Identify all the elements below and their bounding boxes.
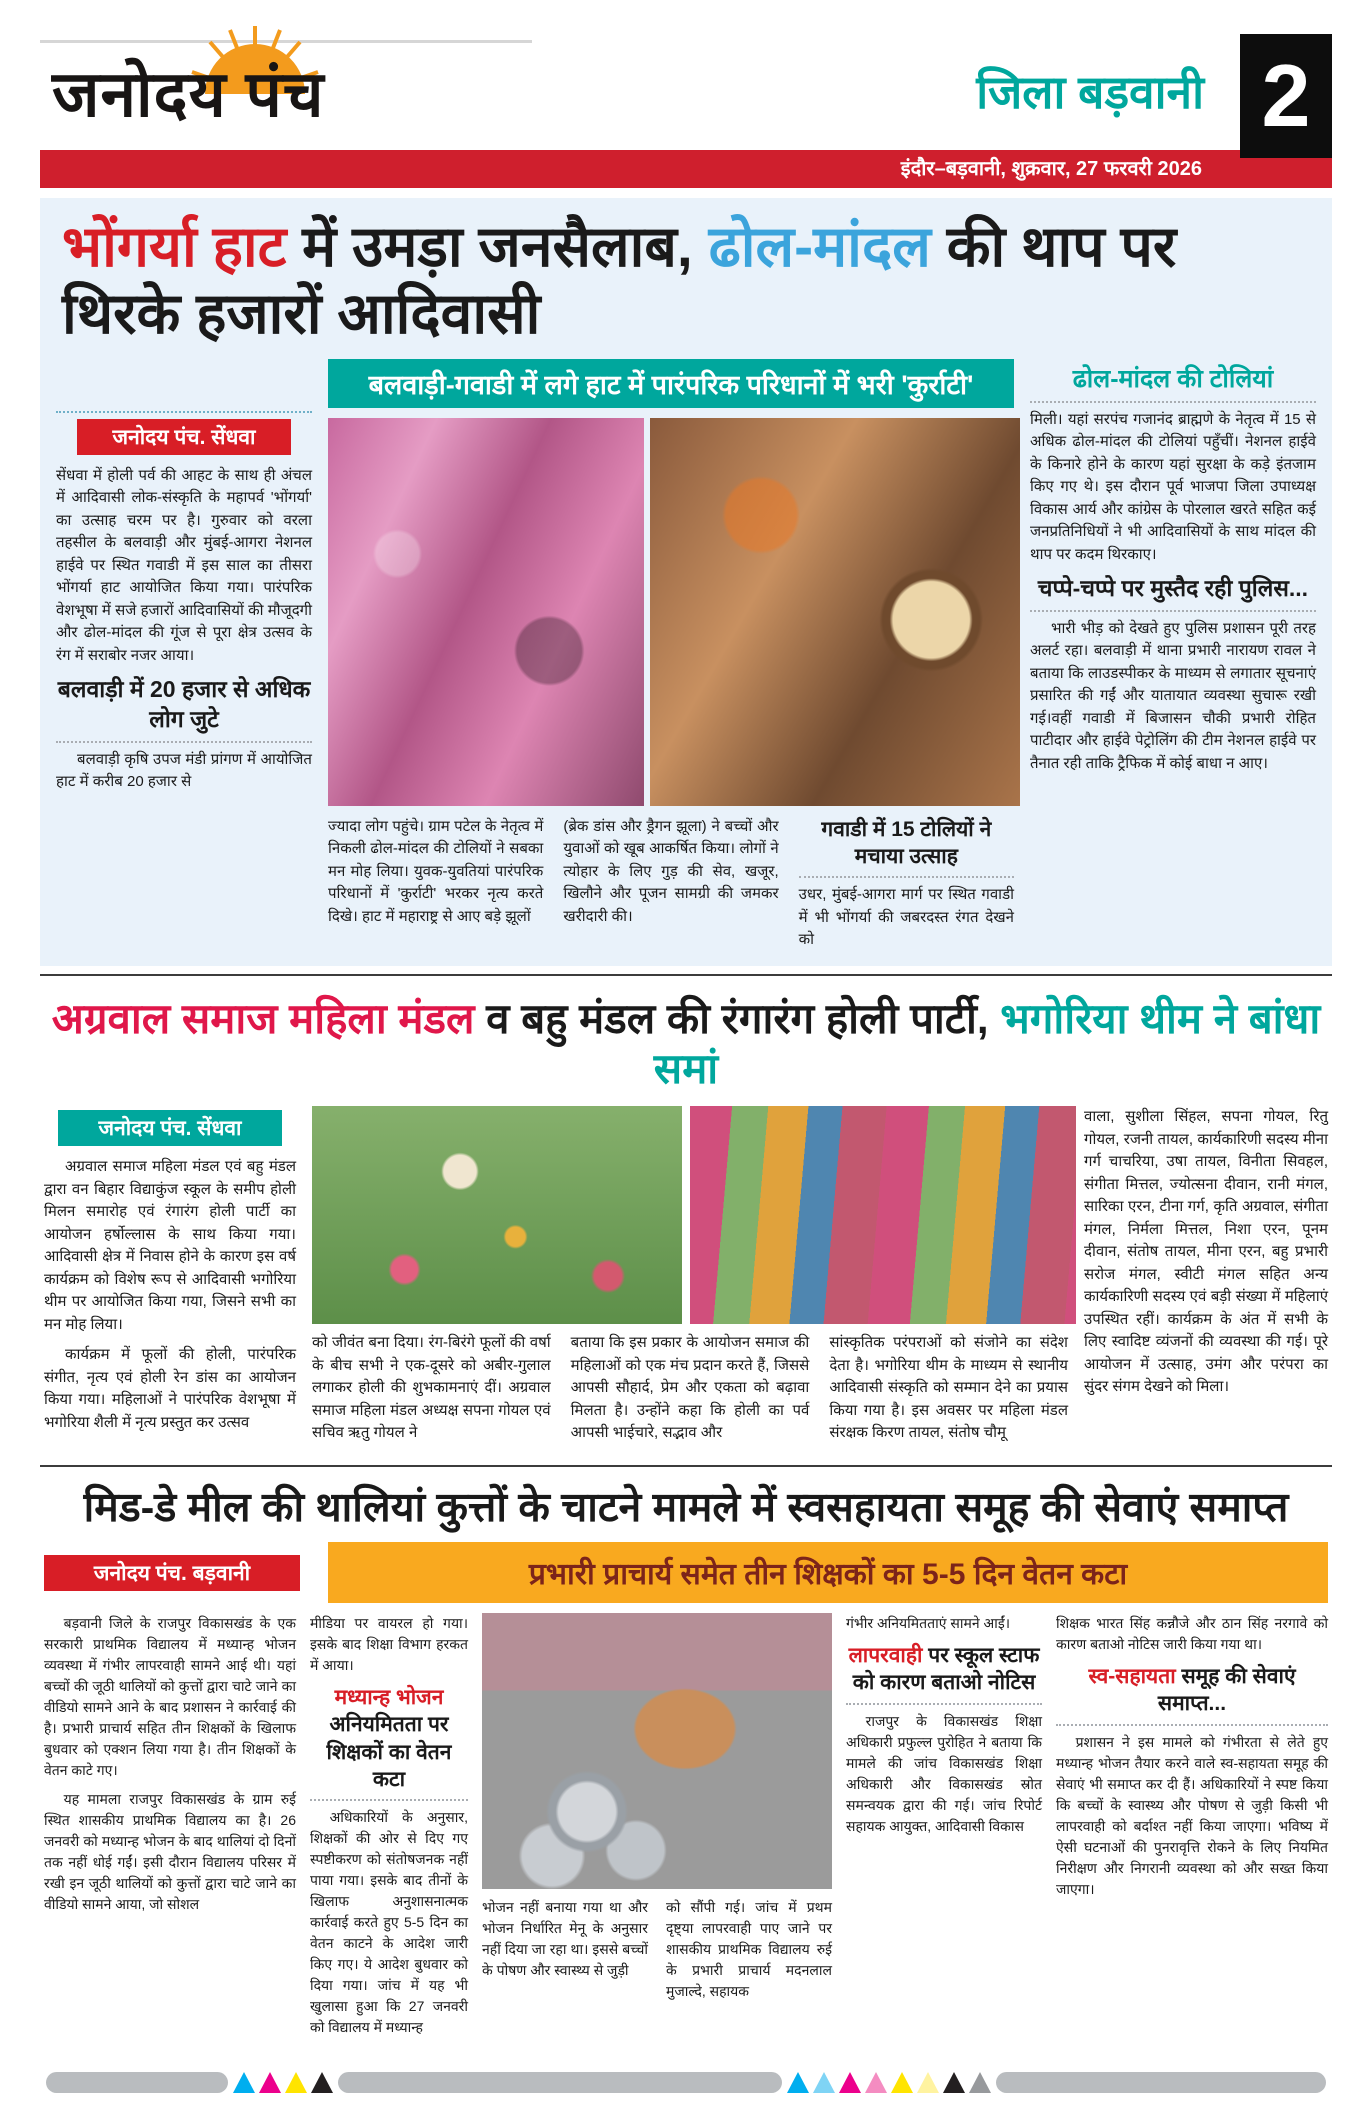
magenta-triangle-icon	[259, 2072, 281, 2093]
story1-right-para2: भारी भीड़ को देखते हुए पुलिस प्रशासन पूरी तरह अलर्ट रहा। बलवाड़ी में थाना प्रभारी नारायण रावल ने बताया कि लाउडस्पीकर के माध्यम से लगातार सूचनाएं प्रसारित की गईं और यातायात व्यवस्था सुचारू रखी गई।वहीं गवाडी में बिजासन चौकी प्रभारी रोहित पाटीदार और हाईवे पेट्रोलिंग की टीम नेशनल हाईवे पर तैनात रही ताकि ट्रैफिक में कोई बाधा न आए।	[1030, 619, 1316, 772]
yellow-triangle-icon	[891, 2072, 913, 2093]
story3-col5-intro: शिक्षक भारत सिंह कन्नौजे और ठान सिंह नरगावे को कारण बताओ नोटिस जारी किया गया था।	[1056, 1615, 1328, 1653]
light-yellow-triangle-icon	[917, 2072, 939, 2093]
registration-bar	[996, 2072, 1326, 2093]
story1-left-subhead: बलवाड़ी में 20 हजार से अधिक लोग जुटे	[57, 676, 311, 732]
story3-photo-column	[482, 1613, 832, 2046]
story2-center-column	[312, 1106, 1068, 1453]
story2-col5-names: वाला, सुशीला सिंहल, सपना गोयल, रितु गोयल, रजनी तायल, कार्यकारिणी सदस्य मीना गर्ग चाचरिया, उषा तायल, विनीता सिवहल, संगीता मित्तल, ज्योत्सना दीवान, रानी मंगल, सारिका एरन, टीना गर्ग, कृति अग्रवाल, संगीता मंगल, निर्मला मित्तल, निशा एरन, पूनम दीवान, संतोष तायल, मीना एरन, बहु प्रभारी सरोज मंगल, स्वीटी मंगल सहित अन्य कार्यकारिणी सदस्य एवं बड़ी संख्या में महिलाएं उपस्थित रहीं। कार्यक्रम के अंत में सभी के लिए स्वादिष्ट व्यंजनों की व्यवस्था की गई। पूरे आयोजन में उत्साह, उमंग और परंपरा का सुंदर संगम देखने को मिला।	[1084, 1108, 1328, 1396]
divider-dotted	[1030, 401, 1316, 403]
story3-subheadline-band: प्रभारी प्राचार्य समेत तीन शिक्षकों का 5-5 दिन वेतन कटा	[328, 1542, 1328, 1603]
story3-col5-para: प्रशासन ने इस मामले को गंभीरता से लेते हुए मध्यान्ह भोजन तैयार करने वाले स्व-सहायता समूह की सेवाएं भी समाप्त कर दी हैं। अधिकारियों ने स्पष्ट किया कि बच्चों के स्वास्थ्य और पोषण से जुड़ी किसी भी लापरवाही को बर्दाश्त नहीं किया जाएगा। भविष्य में ऐसी घटनाओं की पुनरावृत्ति रोकने के लिए नियमित निरीक्षण और निगरानी व्यवस्था को और सख्त किया जाएगा।	[1056, 1733, 1328, 1897]
registration-bar	[338, 2072, 782, 2093]
gray-triangle-icon	[969, 2072, 991, 2093]
story3-headline: मिड-डे मील की थालियां कुत्तों के चाटने मामले में स्वसहायता समूह की सेवाएं समाप्त	[83, 1483, 1289, 1530]
yellow-triangle-icon	[285, 2072, 307, 2093]
gavadi-text: उधर, मुंबई-आगरा मार्ग पर स्थित गवाडी में भी भोंगर्या की जबरदस्त रंगत देखने को	[798, 886, 1014, 949]
headline-part-black2: की थाप पर थिरके हजारों आदिवासी	[62, 215, 1177, 347]
headline-part-blue: ढोल-मांदल	[708, 215, 931, 279]
headline-part-black1: में उमड़ा जनसैलाब,	[286, 215, 709, 279]
gavadi-subhead: गवाडी में 15 टोलियों ने मचाया उत्साह	[821, 817, 992, 868]
story3-col5	[1056, 1613, 1328, 2046]
subhead-part-red: लापरवाही	[848, 1644, 923, 1668]
photo-crowd-with-dhol-mandal-drum	[650, 418, 1020, 806]
story1-center-column	[328, 359, 1014, 960]
dateline: इंदौर–बड़वानी, शुक्रवार, 27 फरवरी 2026	[40, 150, 1332, 188]
story1-subheadline-band: बलवाड़ी-गवाडी में लगे हाट में पारंपरिक परिधानों में भरी 'कुर्राटी'	[328, 359, 1014, 408]
story2-col2: को जीवंत बना दिया। रंग-बिरंगे फूलों की वर्षा के बीच सभी ने एक-दूसरे को अबीर-गुलाल लगाकर होली की शुभकामनाएं दीं। अग्रवाल समाज महिला मंडल अध्यक्ष सपना गोयल एवं सचिव ऋतु गोयल ने	[312, 1334, 551, 1442]
newspaper-title: जनोदय पंच	[52, 58, 325, 130]
story3-col5-subhead	[1056, 1663, 1328, 1718]
story1-left-para1: सेंधवा में होली पर्व की आहट के साथ ही अंचल में आदिवासी लोक-संस्कृति के महापर्व 'भोंगर्या' का उत्साह चरम पर है। गुरुवार को वरला तहसील के बलवाड़ी और मुंबई-आगरा नेशनल हाईवे पर स्थित गवाडी में इस साल का तीसरा भोंगर्या हाट आयोजित किया गया। पारंपरिक वेशभूषा में सजे हजारों आदिवासियों की मौजूदगी और ढोल-मांदल की गूंज से पूरा क्षेत्र उत्सव के रंग में सराबोर नजर आया।	[56, 466, 312, 664]
story1-left-column	[56, 359, 312, 960]
divider-dotted	[846, 1703, 1042, 1705]
photo-women-in-colorful-saris	[690, 1106, 1076, 1324]
headline-part-red: भोंगर्या हाट	[62, 215, 287, 279]
police-subhead: चप्पे-चप्पे पर मुस्तैद रही पुलिस...	[1037, 575, 1309, 601]
headline-part-teal: भगोरिया थीम ने बांधा समां	[653, 994, 1321, 1092]
cmyk-triangles	[233, 2072, 333, 2093]
subhead-part-black: पर स्कूल स्टाफ को कारण बताओ नोटिस	[852, 1644, 1040, 1695]
story1-caption-col3	[799, 816, 1014, 960]
story3-col1-para2: यह मामला राजपुर विकासखंड के ग्राम रुई स्थित शासकीय प्राथमिक विद्यालय का है। 26 जनवरी को मध्यान्ह भोजन के बाद थालियां दो दिनों तक नहीं धोई गईं। इसी दौरान विद्यालय परिसर में रखी इन जूठी थालियों को कुत्तों द्वारा चाटे जाने का वीडियो सामने आया, जो सोशल	[44, 1791, 296, 1913]
pink-triangle-icon	[865, 2072, 887, 2093]
headline-part-black: व बहु मंडल की रंगारंग होली पार्टी,	[474, 994, 1001, 1042]
story3-col4-intro: गंभीर अनियमितताएं सामने आईं।	[846, 1615, 1011, 1632]
divider-dotted	[799, 876, 1014, 878]
divider-dotted	[56, 741, 312, 743]
story1-left-para2: बलवाड़ी कृषि उपज मंडी प्रांगण में आयोजित हाट में करीब 20 हजार से	[56, 750, 312, 791]
district-label: जिला बड़वानी	[976, 66, 1204, 118]
masthead	[40, 22, 1332, 150]
story3-col1	[44, 1613, 296, 2046]
story3-col1-para1: बड़वानी जिले के राजपुर विकासखंड के एक सरकारी प्राथमिक विद्यालय में मध्यान्ह भोजन व्यवस्था में गंभीर लापरवाही सामने आई थी। यहां बच्चों की जूठी थालियों को कुत्तों द्वारा चाटे जाने का वीडियो सामने आने के बाद प्रशासन ने कार्रवाई की है। प्रभारी प्राचार्य सहित तीन शिक्षकों के खिलाफ बुधवार को एक्शन लिया गया है। तीन शिक्षकों के वेतन काटे गए।	[44, 1615, 296, 1779]
story3-col4-para: राजपुर के विकासखंड शिक्षा अधिकारी प्रफुल्ल पुरोहित ने बताया कि मामले की जांच विकासखंड शिक्षा अधिकारी और विकासखंड स्रोत समन्वयक द्वारा की गई। जांच रिपोर्ट सहायक आयुक्त, आदिवासी विकास	[846, 1712, 1042, 1834]
story-mid-day-meal	[40, 1475, 1332, 2046]
story-separator	[40, 1465, 1332, 1467]
story3-under-photo-right: को सौंपी गई। जांच में प्रथम दृष्ट्या लापरवाही पाए जाने पर शासकीय प्राथमिक विद्यालय रुई के प्रभारी प्राचार्य मदनलाल मुजाल्दे, सहायक	[666, 1899, 832, 2000]
subhead-part-red: स्व-सहायता	[1088, 1665, 1176, 1689]
story1-caption-col1: ज्यादा लोग पहुंचे। ग्राम पटेल के नेतृत्व में निकली ढोल-मांदल की टोलियों ने सबका मन मोह लिया। युवक-युवतियां पारंपरिक परिधानों में 'कुर्राटी' भरकर नृत्य करते दिखे। हाट में महाराष्ट्र से आए बड़े झूलों	[328, 817, 544, 925]
story1-headline	[56, 212, 1316, 359]
story2-col1-para2: कार्यक्रम में फूलों की होली, पारंपरिक संगीत, नृत्य एवं होली रेन डांस का आयोजन किया गया। महिलाओं ने पारंपरिक वेशभूषा में भगोरिया शैली में नृत्य प्रस्तुत कर उत्सव	[44, 1346, 296, 1431]
story-bhongrya-haat	[40, 198, 1332, 966]
black-triangle-icon	[311, 2072, 333, 2093]
story2-col3: बताया कि इस प्रकार के आयोजन समाज की महिलाओं को एक मंच प्रदान करते हैं, जिससे आपसी सौहार्द, प्रेम और एकता को बढ़ावा मिलता है। उन्होंने कहा कि होली का पर्व आपसी भाईचारे, सद्भाव और	[570, 1334, 810, 1442]
divider-dotted	[1030, 610, 1316, 612]
byline-badge: जनोदय पंच. सेंधवा	[58, 1110, 282, 1146]
divider-dotted	[310, 1799, 468, 1801]
cyan-triangle-icon	[233, 2072, 255, 2093]
story3-col2	[310, 1613, 468, 2046]
subhead-part-black: समूह की सेवाएं समाप्त...	[1157, 1665, 1296, 1716]
story3-col4	[846, 1613, 1042, 2046]
print-registration-strip	[46, 2072, 1326, 2093]
subhead-part-black: अनियमितता पर शिक्षकों का वेतन कटा	[326, 1713, 452, 1791]
story1-right-column	[1030, 359, 1316, 960]
story2-left-column	[44, 1106, 296, 1453]
story3-col2-intro: मीडिया पर वायरल हो गया। इसके बाद शिक्षा विभाग हरकत में आया।	[310, 1615, 468, 1674]
story2-col1-para1: अग्रवाल समाज महिला मंडल एवं बहु मंडल द्वारा वन बिहार विद्याकुंज स्कूल के समीप होली मिलन समारोह एवं रंगारंग होली पार्टी का आयोजन हर्षोल्लास के साथ किया गया। आदिवासी क्षेत्र में निवास होने के कारण इस वर्ष कार्यक्रम को विशेष रूप से आदिवासी भगोरिया थीम पर आयोजित किया गया, जिसने सभी का मन मोह लिया।	[44, 1158, 296, 1333]
story1-right-kicker: ढोल-मांदल की टोलियां	[1072, 364, 1274, 393]
byline-badge: जनोदय पंच. बड़वानी	[44, 1555, 300, 1591]
story1-right-para1: मिली। यहां सरपंच गजानंद ब्राह्मणे के नेतृत्व में 15 से अधिक ढोल-मांदल की टोलियां पहुँचीं। नेशनल हाईवे के किनारे होने के कारण यहां सुरक्षा के कड़े इंतजाम किए गए थे। इस दौरान पूर्व भाजपा जिला उपाध्यक्ष विकास आर्य और कांग्रेस के पोरलाल खरते सहित कई जनप्रतिनिधियों ने भी आदिवासियों के साथ मांदल की थाप पर कदम थिरकाए।	[1030, 410, 1316, 563]
photo-dog-licking-meal-plates	[482, 1613, 832, 1889]
headline-part-red: अग्रवाल समाज महिला मंडल	[51, 994, 475, 1042]
subhead-part-red: मध्यान्ह भोजन	[334, 1686, 444, 1710]
light-cyan-triangle-icon	[813, 2072, 835, 2093]
divider-dotted	[1056, 1724, 1328, 1726]
story-separator	[40, 974, 1332, 976]
divider-dotted	[56, 411, 312, 413]
cmyk-triangles	[787, 2072, 991, 2093]
magenta-triangle-icon	[839, 2072, 861, 2093]
story3-col2-subhead	[310, 1684, 468, 1793]
story-holi-party	[40, 984, 1332, 1457]
story2-col4: सांस्कृतिक परंपराओं को संजोने का संदेश देता है। भगोरिया थीम के माध्यम से स्थानीय आदिवासी संस्कृति को सम्मान देने का प्रयास किया गया है। इस अवसर पर महिला मंडल संरक्षक किरण तायल, संतोष चौमू	[829, 1334, 1068, 1442]
photo-holi-group-on-lawn	[312, 1106, 682, 1324]
photo-tribal-women-pink-saris	[328, 418, 644, 806]
story3-col4-subhead	[846, 1642, 1042, 1697]
registration-bar	[46, 2072, 228, 2093]
story3-col2-para: अधिकारियों के अनुसार, शिक्षकों की ओर से दिए गए स्पष्टीकरण को संतोषजनक नहीं पाया गया। इसके बाद तीनों के खिलाफ अनुशासनात्मक कार्रवाई करते हुए 5-5 दिन का वेतन काटने के आदेश जारी किए गए। ये आदेश बुधवार को दिया गया। जांच में यह भी खुलासा हुआ कि 27 जनवरी को विद्यालय में मध्यान्ह	[310, 1809, 468, 2036]
cyan-triangle-icon	[787, 2072, 809, 2093]
page-number: 2	[1240, 34, 1332, 158]
byline-badge: जनोदय पंच. सेंधवा	[77, 419, 291, 455]
story2-headline	[44, 994, 1328, 1095]
black-triangle-icon	[943, 2072, 965, 2093]
story2-right-column	[1084, 1106, 1328, 1453]
story3-under-photo-left: भोजन नहीं बनाया गया था और भोजन निर्धारित मेनू के अनुसार नहीं दिया जा रहा था। इससे बच्चों के पोषण और स्वास्थ्य से जुड़ी	[482, 1899, 648, 1979]
story1-caption-col2: (ब्रेक डांस और ड्रैगन झूला) ने बच्चों और युवाओं को खूब आकर्षित किया। लोगों ने त्योहार के लिए गुड़ की सेव, खजूर, खिलौने और पूजन सामग्री की जमकर खरीदारी की।	[563, 817, 779, 925]
